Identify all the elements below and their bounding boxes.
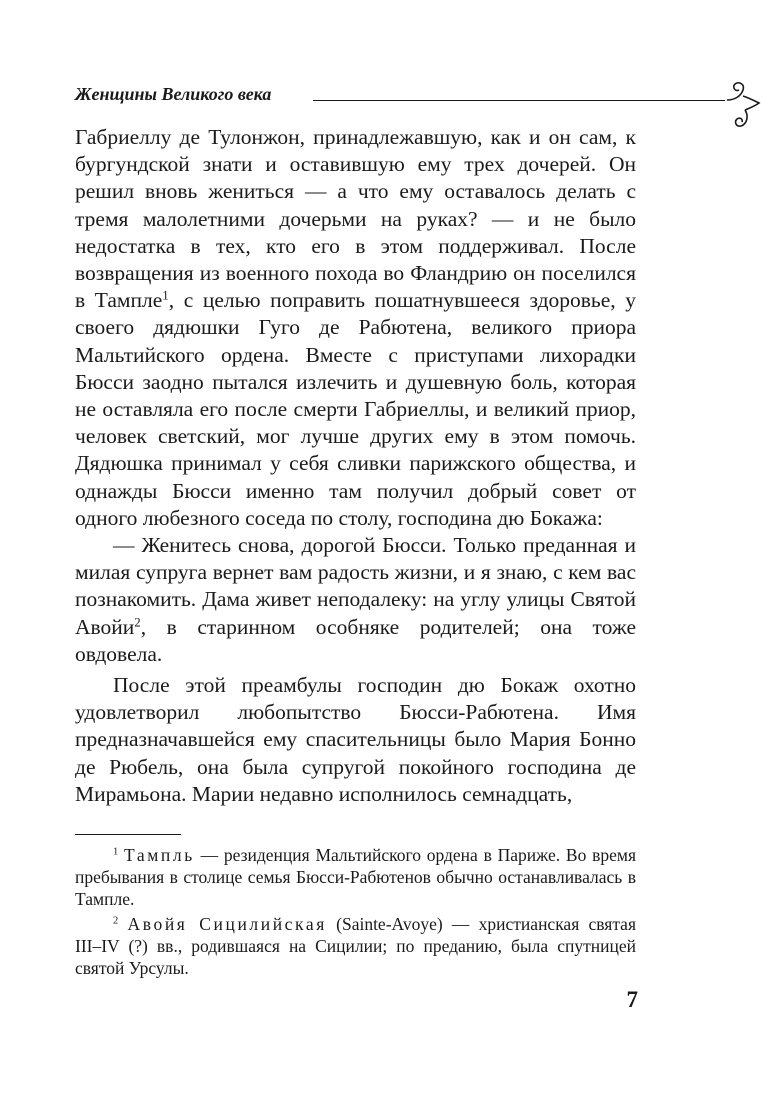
paragraph bbox=[75, 124, 636, 532]
paragraph-text: После этой преамбулы господин дю Бокаж охотно удовлетворил любопытство Бюсси-Рабютена. Имя предназначавшейся ему спасительницы было Мария Бонно де Рюбель, она была супругой покойного господина де Мирамьона. Марии недавно исполнилось семнадцать, bbox=[75, 673, 636, 806]
footnote-text: (Sainte-Avoye) — христианская святая III–IV (?) вв., родившаяся на Сицилии; по преданию, была спутницей святой Урсулы. bbox=[75, 914, 636, 978]
paragraph-dialogue bbox=[75, 532, 636, 668]
footnote-ref: 2 bbox=[134, 614, 141, 629]
footnote-number: 1 bbox=[113, 846, 119, 858]
flourish-ornament-icon bbox=[725, 80, 761, 132]
footnote-number: 2 bbox=[113, 915, 119, 927]
footnote bbox=[75, 913, 636, 979]
paragraph bbox=[75, 672, 636, 808]
footnote-text: — резиденция Мальтийского ордена в Париже. Во время пребывания в столице семья Бюсси-Рабютенов обычно останавливалась в Тампле. bbox=[75, 845, 637, 909]
paragraph-text: Габриеллу де Тулонжон, принадлежавшую, как и он сам, к бургундской знати и оставившую ему трех дочерей. Он решил вновь жениться — а что ему оставалось делать с тремя малолетними дочерьми на руках? — и не было недостатка в тех, кто его в этом поддерживал. После возвращения из военного похода во Фландрию он поселился в Тампле bbox=[75, 125, 636, 313]
footnote-term: Тампль bbox=[124, 845, 195, 865]
running-header-title: Женщины Великого века bbox=[75, 84, 272, 104]
footnote-ref: 1 bbox=[162, 288, 169, 303]
main-text bbox=[75, 124, 636, 808]
footnote-term: Авойя Сицилийская bbox=[127, 914, 327, 934]
paragraph-text: , в старинном особняке родителей; она тоже овдовела. bbox=[75, 614, 636, 666]
paragraph-text: , с целью поправить пошатнувшееся здоровье, у своего дядюшки Гуго де Рабютена, великого приора Мальтийского ордена. Вместе с приступами лихорадки Бюсси заодно пытался излечить и душевную боль, которая не оставляла его после смерти Габриеллы, и великий приор, человек светский, мог лучше других ему в этом помочь. Дядюшка принимал у себя сливки парижского общества, и однажды Бюсси именно там получил добрый совет от одного любезного соседа по столу, господина дю Бокажа: bbox=[75, 288, 636, 530]
footnotes bbox=[75, 844, 636, 982]
footnote bbox=[75, 844, 636, 910]
page-number: 7 bbox=[626, 987, 638, 1012]
footnote-separator bbox=[75, 834, 181, 835]
paragraph-text: — Женитесь снова, дорогой Бюсси. Только преданная и милая супруга вернет вам радость жизни, и я знаю, с кем вас познакомить. Дама живет неподалеку: на углу улицы Святой Авойи bbox=[75, 533, 636, 639]
header-rule bbox=[313, 100, 725, 101]
